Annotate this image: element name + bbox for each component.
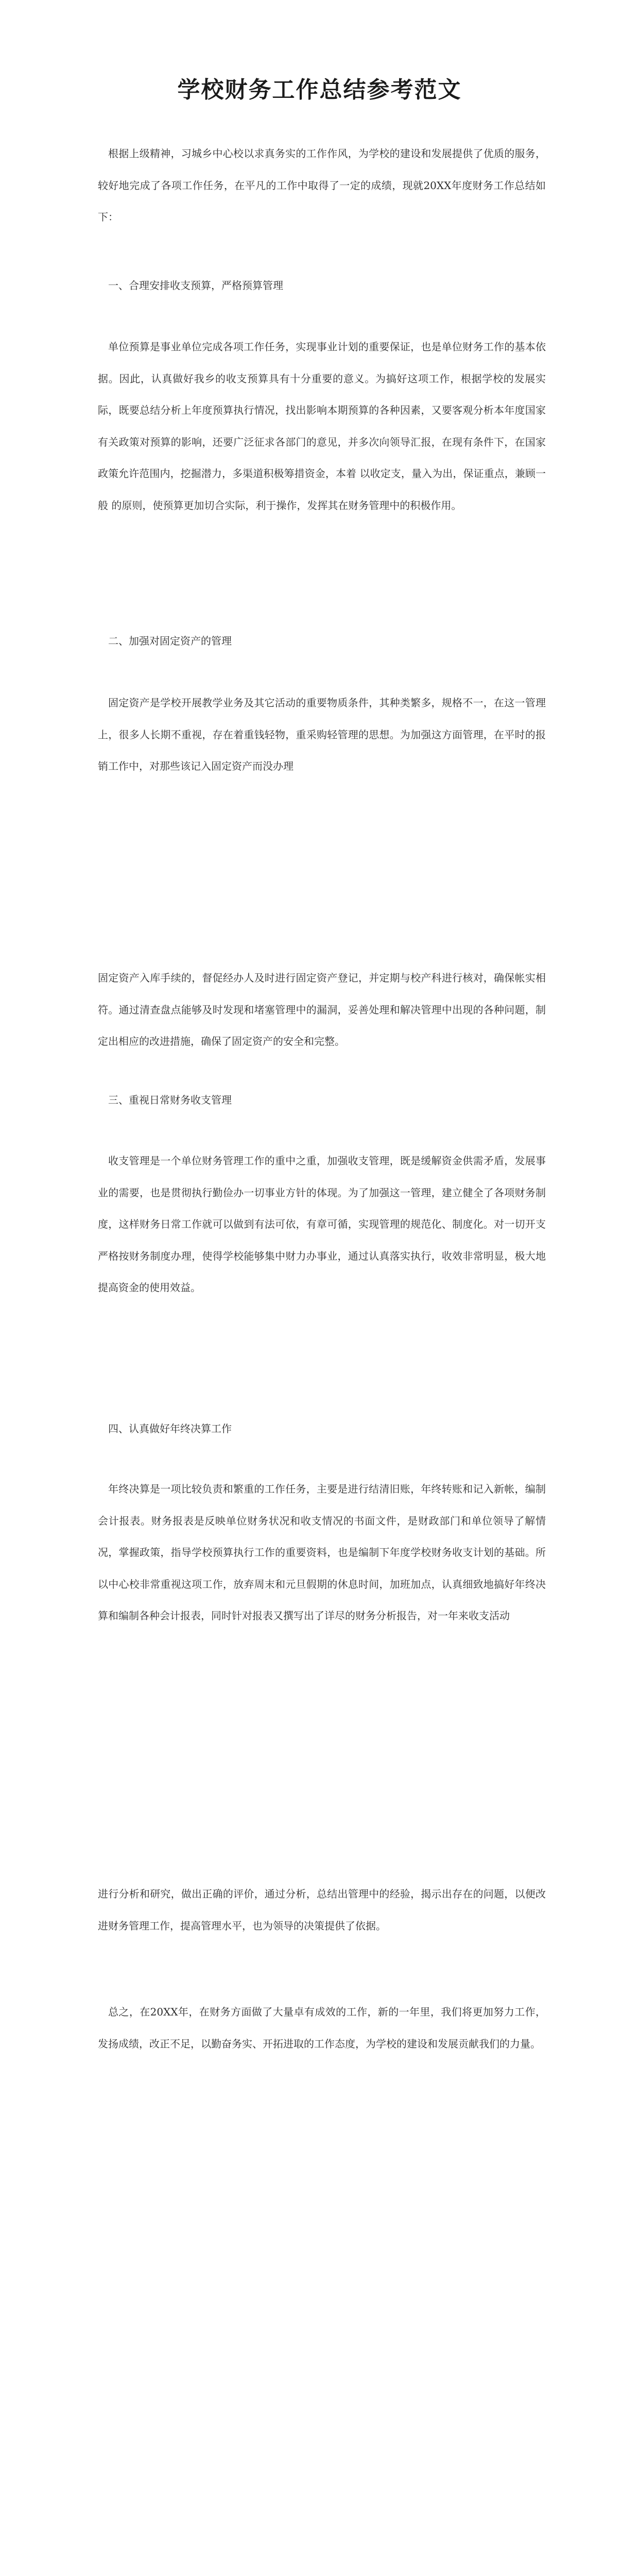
- section-1-heading: 一、合理安排收支预算，严格预算管理: [108, 279, 283, 292]
- section-4-paragraph-1: 年终决算是一项比较负责和繁重的工作任务，主要是进行结清旧账，年终转账和记入新帐，编制会计报表。财务报表是反映单位财务状况和收支情况的书面文件，是财政部门和单位领导了解情况，掌握政策，指导学校预算执行工作的重要资料，也是编制下年度学校财务收支计划的基础。所以中心校非常重视这项工作，放弃周末和元旦假期的休息时间，加班加点，认真细致地搞好年终决算和编制各种会计报表，同时针对报表又撰写出了详尽的财务分析报告，对一年来收支活动: [98, 1483, 546, 1622]
- section-4-heading: 四、认真做好年终决算工作: [108, 1422, 232, 1435]
- section-2-paragraph-2: 固定资产入库手续的，督促经办人及时进行固定资产登记，并定期与校产科进行核对，确保帐实相符。通过清查盘点能够及时发现和堵塞管理中的漏洞，妥善处理和解决管理中出现的各种问题，制定出相应的改进措施，确保了固定资产的安全和完整。: [98, 972, 546, 1047]
- section-2-heading: 二、加强对固定资产的管理: [108, 635, 232, 647]
- conclusion-paragraph: 总之，在20XX年，在财务方面做了大量卓有成效的工作，新的一年里，我们将更加努力工作，发扬成绩，改正不足，以勤奋务实、开拓进取的工作态度，为学校的建设和发展贡献我们的力量。: [98, 2006, 546, 2050]
- section-1-paragraph: 单位预算是事业单位完成各项工作任务，实现事业计划的重要保证，也是单位财务工作的基本依据。因此，认真做好我乡的收支预算具有十分重要的意义。为搞好这项工作，根据学校的发展实际，既要总结分析上年度预算执行情况，找出影响本期预算的各种因素，又要客观分析本年度国家有关政策对预算的影响，还要广泛征求各部门的意见，并多次向领导汇报，在现有条件下，在国家政策允许范围内，挖掘潜力，多渠道积极筹措资金，本着 以收定支，量入为出，保证重点，兼顾一般 的原则，使预算更加切合实际，利于操作，发挥其在财务管理中的积极作用。: [98, 341, 546, 512]
- section-4-paragraph-2: 进行分析和研究，做出正确的评价，通过分析，总结出管理中的经验，揭示出存在的问题，以便改进财务管理工作，提高管理水平，也为领导的决策提供了依据。: [98, 1888, 546, 1932]
- section-3-heading: 三、重视日常财务收支管理: [108, 1094, 232, 1106]
- document-title: 学校财务工作总结参考范文: [177, 77, 462, 103]
- section-2-paragraph-1: 固定资产是学校开展教学业务及其它活动的重要物质条件，其种类繁多，规格不一，在这一管理上，很多人长期不重视，存在着重钱轻物，重采购轻管理的思想。为加强这方面管理，在平时的报销工作中，对那些该记入固定资产而没办理: [98, 697, 546, 772]
- section-3-paragraph: 收支管理是一个单位财务管理工作的重中之重，加强收支管理，既是缓解资金供需矛盾，发展事业的需要，也是贯彻执行勤俭办一切事业方针的体现。为了加强这一管理，建立健全了各项财务制度，这样财务日常工作就可以做到有法可依，有章可循，实现管理的规范化、制度化。对一切开支严格按财务制度办理，使得学校能够集中财力办事业，通过认真落实执行，收效非常明显，极大地提高资金的使用效益。: [98, 1155, 546, 1294]
- intro-paragraph: 根据上级精神，习城乡中心校以求真务实的工作作风，为学校的建设和发展提供了优质的服务，较好地完成了各项工作任务，在平凡的工作中取得了一定的成绩，现就20XX年度财务工作总结如下：: [98, 147, 546, 223]
